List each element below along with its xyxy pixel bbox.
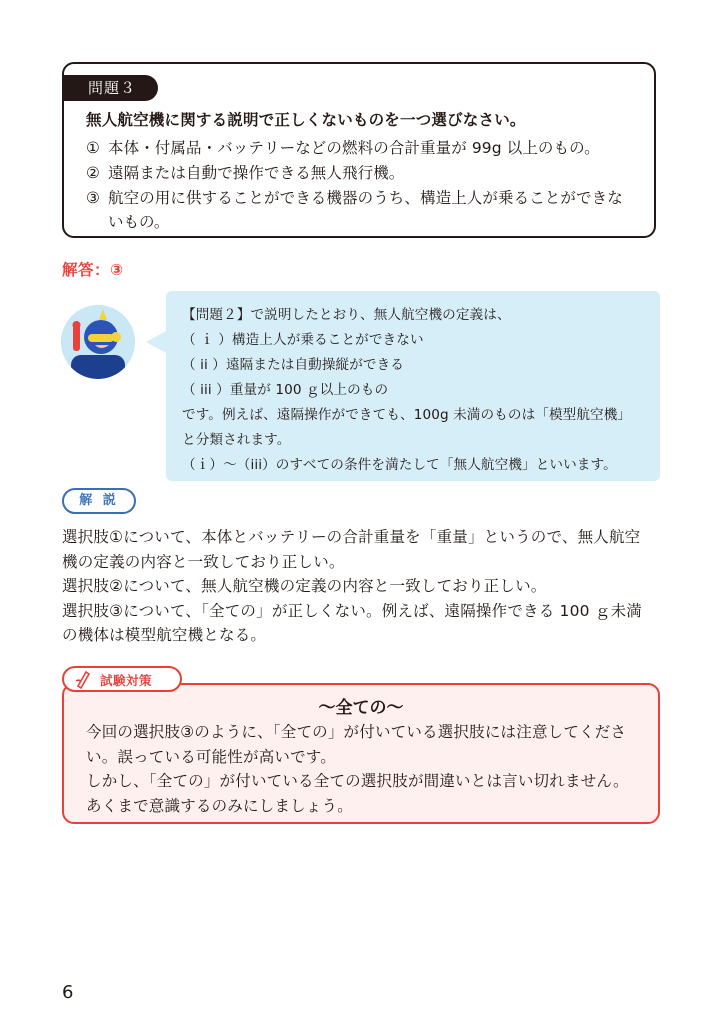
bubble-line: です。例えば、遠隔操作ができても、100g 未満のものは「模型航空機」 [182,407,632,423]
explanation-line: の機体は模型航空機となる。 [62,626,267,644]
exam-tips-label: 試験対策 [100,673,153,688]
explanation-line: 選択肢②について、無人航空機の定義の内容と一致しており正しい。 [62,577,547,595]
bubble-line: （ ｉ ）構造上人が乗ることができない [182,332,424,348]
question-option-continuation: いもの。 [108,213,170,231]
question-option [86,161,404,183]
bubble-line: （ ii ）遠隔または自動操縦ができる [182,357,405,373]
explanation-line: 選択肢①について、本体とバッテリーの合計重量を「重量」というので、無人航空 [62,528,641,546]
bubble-line: と分類されます。 [182,432,291,448]
exam-tips-line: い。誤っている可能性が高いです。 [86,748,336,766]
bubble-line: 【問題２】で説明したとおり、無人航空機の定義は、 [182,307,511,323]
option-number: ③ [86,189,100,207]
explanation-line: 機の定義の内容と一致しており正しい。 [62,553,345,571]
exam-tips-line: 今回の選択肢③のように、「全ての」が付いている選択肢には注意してくださ [86,723,627,741]
page-number: 6 [62,982,74,1003]
option-text: 本体・付属品・バッテリーなどの燃料の合計重量が 99g 以上のもの。 [108,139,600,157]
question-tab: 問題３ [62,75,158,101]
question-option [86,136,600,158]
pencil-hand-icon [74,669,92,689]
bubble-line: （ｉ）～（iii）のすべての条件を満たして「無人航空機」といいます。 [182,457,617,473]
option-text: 遠隔または自動で操作できる無人飛行機。 [108,164,405,182]
mascot-avatar [61,305,135,379]
answer-label: 解答：③ [62,261,124,279]
option-number: ① [86,139,100,157]
exam-tips-line: あくまで意識するのみにしましょう。 [86,797,353,815]
option-text: 航空の用に供することができる機器のうち、構造上人が乗ることができな [108,189,623,207]
speech-bubble-tail [146,330,168,354]
explanation-label: 解 説 [62,488,136,514]
bubble-line: （ iii ）重量が 100 ｇ以上のもの [182,382,389,398]
question-option [86,186,623,208]
exam-tips-line: しかし、「全ての」が付いている全ての選択肢が間違いとは言い切れません。 [86,772,629,790]
option-number: ② [86,164,100,182]
explanation-line: 選択肢③について、「全ての」が正しくない。例えば、遠隔操作できる 100 ｇ未満 [62,602,642,620]
question-title: 無人航空機に関する説明で正しくないものを一つ選びなさい。 [86,111,526,129]
exam-tips-heading: ～全ての～ [318,698,404,718]
